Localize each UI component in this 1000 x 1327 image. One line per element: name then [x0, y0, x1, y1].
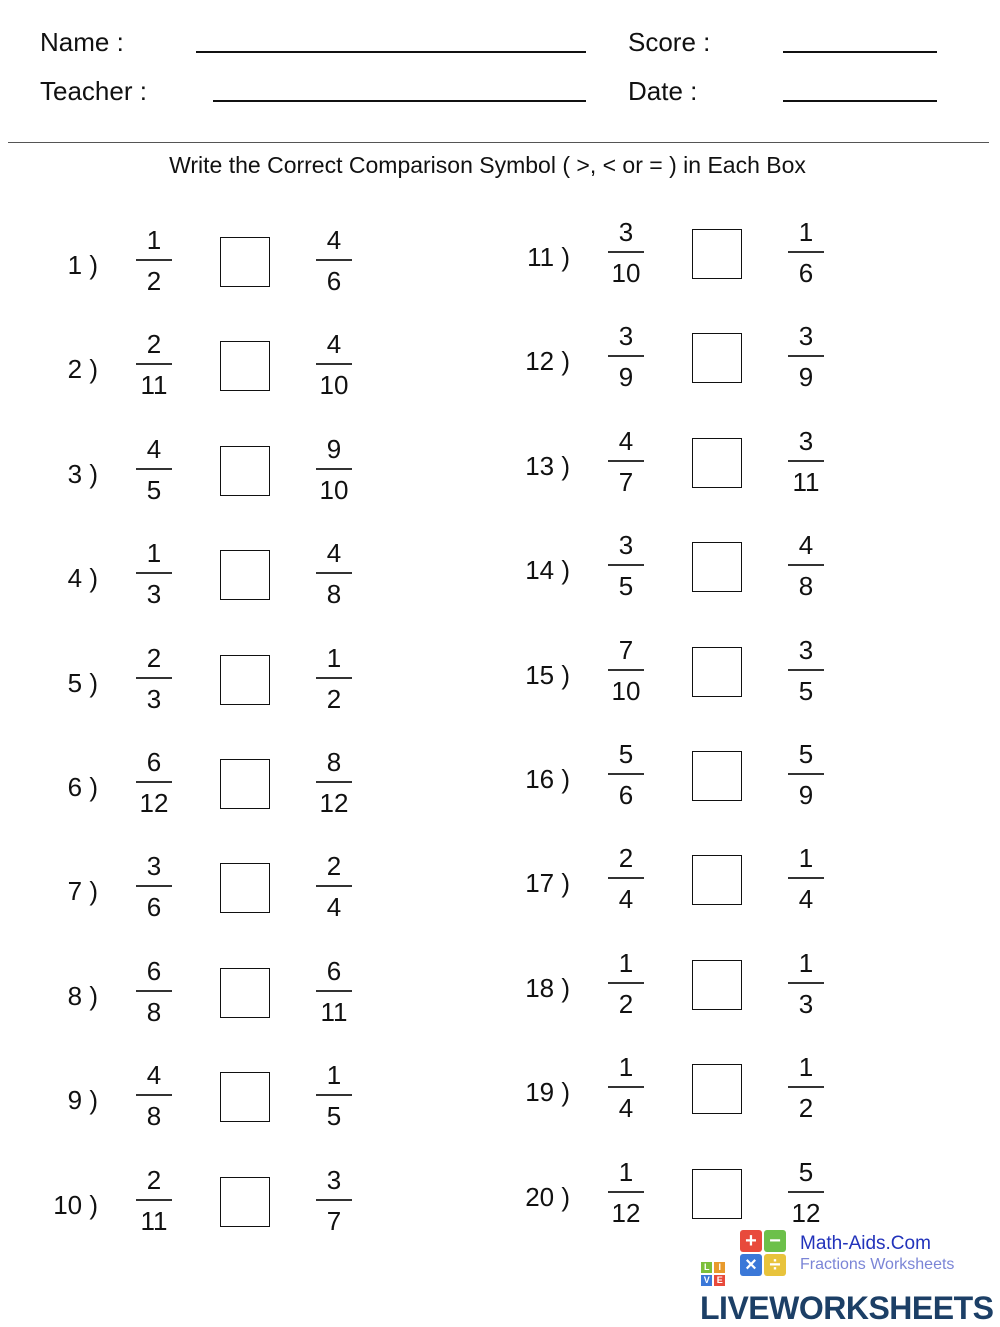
fraction-a [134, 223, 174, 298]
fraction-a [606, 319, 646, 394]
fraction-bar [608, 460, 644, 462]
denominator: 10 [611, 675, 641, 706]
problem-13 [472, 424, 872, 504]
fraction-b [314, 327, 354, 402]
fraction-bar [136, 468, 172, 470]
problem-number: 16 ) [525, 764, 570, 794]
fraction-a [606, 737, 646, 812]
numerator: 3 [798, 321, 814, 352]
problem-number: 11 ) [527, 242, 570, 272]
numerator: 1 [146, 225, 162, 255]
numerator: 6 [326, 955, 342, 986]
denominator: 5 [326, 1101, 342, 1132]
numerator: 4 [146, 433, 162, 464]
denominator: 8 [326, 579, 342, 610]
denominator: 4 [618, 1093, 634, 1124]
math-aids-brand: Math-Aids.Com [800, 1233, 931, 1254]
denominator: 9 [798, 362, 814, 393]
denominator: 5 [146, 474, 162, 505]
denominator: 2 [326, 683, 342, 714]
problem-11 [472, 215, 872, 295]
liveworksheets-watermark: L IV ELIVEWORKSHEETS [700, 1261, 994, 1326]
answer-box[interactable] [692, 1169, 742, 1219]
numerator: 1 [618, 1052, 634, 1083]
fraction-bar [788, 1086, 824, 1088]
fraction-a [606, 528, 646, 603]
fraction-bar [788, 669, 824, 671]
fraction-b [786, 633, 826, 708]
fraction-b [314, 432, 354, 507]
numerator: 1 [326, 1060, 342, 1091]
fraction-bar [608, 251, 644, 253]
denominator: 11 [320, 996, 348, 1027]
numerator: 3 [618, 530, 634, 561]
denominator: 11 [140, 370, 168, 401]
numerator: 4 [326, 225, 342, 255]
numerator: 1 [798, 1052, 814, 1083]
answer-box[interactable] [220, 237, 270, 287]
fraction-bar [136, 781, 172, 783]
fraction-bar [316, 990, 352, 992]
fraction-bar [136, 1094, 172, 1096]
problem-14 [472, 528, 872, 608]
problem-number: 6 ) [67, 772, 98, 802]
numerator: 5 [798, 1156, 814, 1187]
numerator: 5 [618, 739, 634, 769]
fraction-bar [316, 781, 352, 783]
numerator: 3 [326, 1164, 342, 1195]
problem-number: 17 ) [525, 868, 570, 899]
problem-12 [472, 319, 872, 399]
denominator: 8 [146, 1101, 162, 1132]
denominator: 8 [798, 571, 814, 602]
denominator: 12 [139, 788, 169, 818]
denominator: 3 [798, 988, 814, 1019]
divide-icon: ÷ [764, 1254, 786, 1276]
fraction-bar [608, 982, 644, 984]
denominator: 9 [618, 362, 634, 393]
denominator: 2 [146, 266, 162, 296]
numerator: 3 [618, 217, 634, 247]
fraction-bar [316, 1094, 352, 1096]
fraction-a [606, 841, 646, 916]
fraction-b [786, 946, 826, 1021]
fraction-bar [608, 773, 644, 775]
denominator: 9 [798, 780, 814, 810]
problem-number: 20 ) [525, 1181, 570, 1212]
answer-box[interactable] [220, 863, 270, 913]
denominator: 5 [798, 675, 814, 706]
answer-box[interactable] [220, 1177, 270, 1227]
problem-20 [472, 1155, 872, 1235]
numerator: 2 [618, 843, 634, 874]
fraction-b [314, 641, 354, 716]
fraction-b [786, 1050, 826, 1125]
answer-box[interactable] [692, 855, 742, 905]
problem-7 [0, 849, 400, 929]
fraction-bar [608, 877, 644, 879]
teacher-label: Teacher : [40, 76, 147, 106]
answer-box[interactable] [220, 1072, 270, 1122]
denominator: 8 [146, 996, 162, 1027]
answer-box[interactable] [692, 333, 742, 383]
answer-box[interactable] [220, 341, 270, 391]
fraction-bar [316, 363, 352, 365]
date-input-line[interactable] [783, 100, 937, 102]
numerator: 4 [146, 1060, 162, 1091]
problem-number: 7 ) [67, 876, 98, 907]
instructions: Write the Correct Comparison Symbol ( >, < or = ) in Each Box [169, 152, 806, 178]
fraction-bar [316, 677, 352, 679]
fraction-b [314, 849, 354, 924]
problem-10 [0, 1163, 400, 1243]
problem-number: 3 ) [67, 458, 98, 489]
fraction-a [134, 327, 174, 402]
problem-18 [472, 946, 872, 1026]
denominator: 5 [618, 571, 634, 602]
fraction-bar [316, 468, 352, 470]
minus-icon: − [764, 1230, 786, 1252]
numerator: 1 [798, 843, 814, 874]
fraction-b [786, 528, 826, 603]
fraction-b [314, 745, 354, 820]
fraction-a [606, 1050, 646, 1125]
fraction-bar [136, 990, 172, 992]
problem-16 [472, 737, 872, 817]
answer-box[interactable] [692, 438, 742, 488]
denominator: 4 [326, 892, 342, 923]
denominator: 7 [326, 1205, 342, 1236]
fraction-b [786, 841, 826, 916]
denominator: 6 [326, 266, 342, 296]
numerator: 6 [146, 955, 162, 986]
teacher-input-line[interactable] [213, 100, 586, 102]
fraction-bar [788, 877, 824, 879]
watermark-text: LIVEWORKSHEETS [700, 1290, 994, 1326]
fraction-b [314, 1163, 354, 1238]
problem-number: 15 ) [525, 659, 570, 690]
problem-number: 13 ) [525, 450, 570, 481]
numerator: 6 [146, 747, 162, 777]
fraction-b [314, 536, 354, 611]
fraction-bar [788, 460, 824, 462]
problem-number: 5 ) [67, 667, 98, 698]
answer-box[interactable] [692, 751, 742, 801]
fraction-a [134, 536, 174, 611]
numerator: 4 [798, 530, 814, 561]
fraction-b [314, 1058, 354, 1133]
score-input-line[interactable] [783, 51, 937, 53]
fraction-a [134, 1163, 174, 1238]
numerator: 8 [326, 747, 342, 777]
fraction-bar [788, 1191, 824, 1193]
fraction-a [134, 1058, 174, 1133]
denominator: 2 [798, 1093, 814, 1124]
numerator: 2 [146, 1164, 162, 1195]
denominator: 12 [611, 1197, 641, 1228]
answer-box[interactable] [220, 446, 270, 496]
problem-5 [0, 641, 400, 721]
answer-box[interactable] [220, 550, 270, 600]
numerator: 4 [618, 425, 634, 456]
answer-box[interactable] [220, 655, 270, 705]
problem-number: 10 ) [53, 1189, 98, 1220]
problem-number: 4 ) [67, 563, 98, 594]
fraction-bar [788, 355, 824, 357]
date-label: Date : [628, 76, 698, 106]
problem-3 [0, 432, 400, 512]
numerator: 1 [146, 538, 162, 569]
fraction-bar [316, 572, 352, 574]
numerator: 2 [146, 642, 162, 673]
problem-number: 8 ) [67, 980, 98, 1011]
denominator: 11 [792, 466, 820, 497]
fraction-bar [136, 677, 172, 679]
times-icon: × [740, 1254, 762, 1276]
fraction-b [786, 424, 826, 499]
numerator: 1 [618, 947, 634, 978]
fraction-a [134, 432, 174, 507]
denominator: 6 [798, 258, 814, 288]
fraction-bar [136, 885, 172, 887]
fraction-bar [788, 982, 824, 984]
denominator: 3 [146, 683, 162, 714]
fraction-a [134, 954, 174, 1029]
fraction-b [786, 215, 826, 290]
fraction-a [606, 633, 646, 708]
problem-number: 18 ) [525, 972, 570, 1003]
numerator: 1 [618, 1156, 634, 1187]
answer-box[interactable] [692, 542, 742, 592]
problem-6 [0, 745, 400, 825]
problem-number: 1 ) [67, 250, 98, 280]
problem-19 [472, 1050, 872, 1130]
fraction-bar [608, 1086, 644, 1088]
problem-number: 9 ) [67, 1085, 98, 1116]
denominator: 7 [618, 466, 634, 497]
numerator: 2 [146, 329, 162, 360]
problem-15 [472, 633, 872, 713]
fraction-bar [136, 572, 172, 574]
answer-box[interactable] [692, 229, 742, 279]
problem-8 [0, 954, 400, 1034]
fraction-bar [316, 259, 352, 261]
numerator: 4 [326, 538, 342, 569]
numerator: 5 [798, 739, 814, 769]
fraction-bar [316, 1199, 352, 1201]
fraction-bar [608, 669, 644, 671]
problem-1 [0, 223, 400, 303]
numerator: 2 [326, 851, 342, 882]
problem-2 [0, 327, 400, 407]
problem-number: 19 ) [525, 1077, 570, 1108]
plus-icon: + [740, 1230, 762, 1252]
fraction-a [606, 946, 646, 1021]
fraction-bar [788, 773, 824, 775]
denominator: 3 [146, 579, 162, 610]
numerator: 9 [326, 433, 342, 464]
problem-number: 2 ) [67, 354, 98, 385]
fraction-b [314, 954, 354, 1029]
denominator: 6 [146, 892, 162, 923]
denominator: 4 [798, 884, 814, 915]
denominator: 12 [791, 1197, 821, 1228]
fraction-b [786, 319, 826, 394]
denominator: 2 [618, 988, 634, 1019]
name-input-line[interactable] [196, 51, 586, 53]
numerator: 3 [798, 425, 814, 456]
answer-box[interactable] [692, 647, 742, 697]
fraction-bar [136, 363, 172, 365]
problem-number: 12 ) [525, 346, 570, 377]
answer-box[interactable] [220, 759, 270, 809]
numerator: 1 [326, 642, 342, 673]
numerator: 1 [798, 947, 814, 978]
fraction-bar [788, 564, 824, 566]
denominator: 4 [618, 884, 634, 915]
fraction-a [606, 215, 646, 290]
score-label: Score : [628, 27, 711, 57]
answer-box[interactable] [220, 968, 270, 1018]
name-label: Name : [40, 27, 124, 57]
fraction-b [314, 223, 354, 298]
denominator: 12 [319, 788, 349, 818]
answer-box[interactable] [692, 1064, 742, 1114]
divider [8, 142, 989, 143]
denominator: 10 [319, 474, 349, 505]
problem-number: 14 ) [525, 555, 570, 586]
fraction-bar [316, 885, 352, 887]
fraction-bar [608, 1191, 644, 1193]
fraction-bar [136, 1199, 172, 1201]
fraction-bar [136, 259, 172, 261]
fraction-bar [788, 251, 824, 253]
numerator: 1 [798, 217, 814, 247]
fraction-a [134, 849, 174, 924]
numerator: 7 [618, 634, 634, 665]
numerator: 4 [326, 329, 342, 360]
fraction-b [786, 737, 826, 812]
fraction-b [786, 1155, 826, 1230]
numerator: 3 [798, 634, 814, 665]
fraction-a [134, 745, 174, 820]
problem-4 [0, 536, 400, 616]
denominator: 10 [611, 258, 641, 288]
fraction-bar [608, 355, 644, 357]
fraction-bar [608, 564, 644, 566]
fraction-a [134, 641, 174, 716]
fraction-a [606, 424, 646, 499]
denominator: 6 [618, 780, 634, 810]
numerator: 3 [618, 321, 634, 352]
numerator: 3 [146, 851, 162, 882]
answer-box[interactable] [692, 960, 742, 1010]
denominator: 11 [140, 1205, 168, 1236]
problem-17 [472, 841, 872, 921]
worksheet-subtitle: Fractions Worksheets [800, 1256, 955, 1273]
problem-9 [0, 1058, 400, 1138]
fraction-a [606, 1155, 646, 1230]
denominator: 10 [319, 370, 349, 401]
